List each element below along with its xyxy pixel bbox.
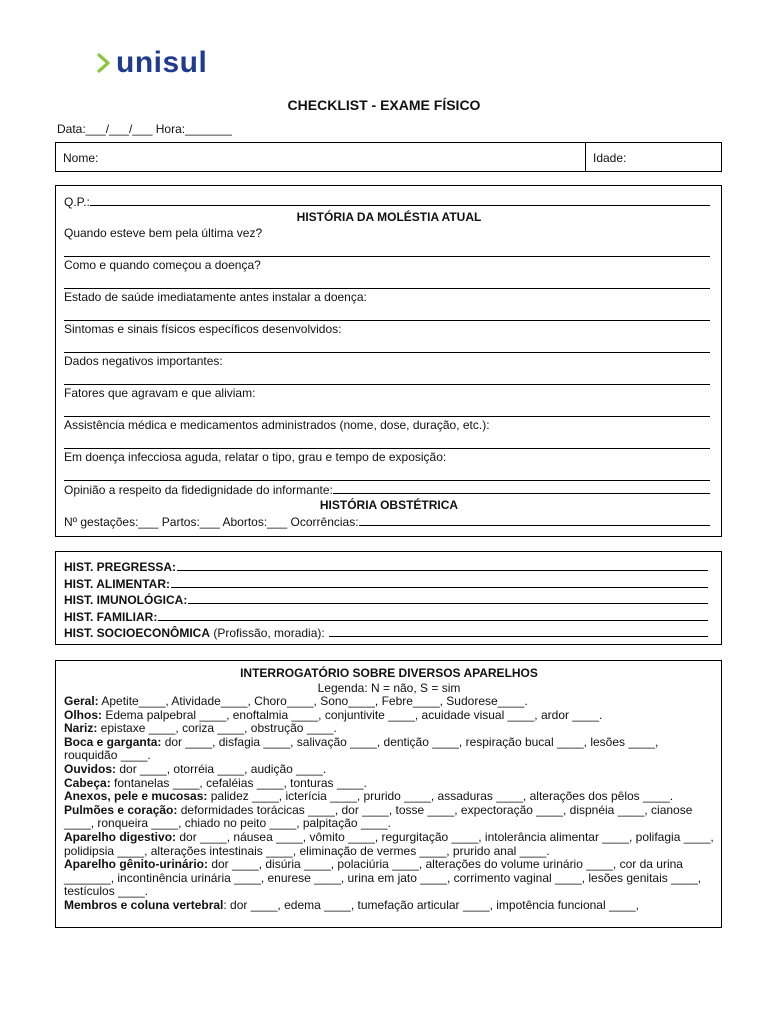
hma-title: HISTÓRIA DA MOLÉSTIA ATUAL — [296, 210, 482, 224]
system-row[interactable] — [64, 790, 714, 804]
hist-imunologica-line[interactable] — [64, 592, 714, 609]
answer-line[interactable] — [64, 369, 710, 385]
system-label: Nariz: — [64, 721, 98, 736]
question-label: Dados negativos importantes: — [64, 354, 223, 368]
name-field[interactable]: Nome: — [56, 143, 586, 171]
obstetric-label: Nº gestações:___ Partos:___ Abortos:___ Ocorrências: — [64, 515, 359, 529]
system-items: fontanelas ____, cefaléias ____, tonturas ____. — [110, 775, 367, 790]
question-label: Estado de saúde imediatamente antes instalar a doença: — [64, 290, 367, 304]
answer-line[interactable] — [188, 592, 708, 604]
hist-pregressa-label: HIST. PREGRESSA: — [64, 560, 177, 574]
opinion-label: Opinião a respeito da fidedignidade do informante: — [64, 483, 333, 497]
obstetric-line[interactable] — [64, 513, 714, 529]
hist-familiar-line[interactable] — [64, 609, 714, 626]
page-title: CHECKLIST - EXAME FÍSICO — [287, 97, 481, 113]
answer-line[interactable] — [64, 337, 710, 353]
answer-line[interactable] — [64, 401, 710, 417]
system-label: Aparelho digestivo: — [64, 829, 177, 844]
system-row[interactable] — [64, 899, 714, 913]
system-label: Cabeça: — [64, 775, 111, 790]
history-box — [55, 185, 722, 537]
answer-line[interactable] — [158, 609, 708, 621]
answer-line[interactable] — [329, 625, 708, 637]
question-label: Quando esteve bem pela última vez? — [64, 226, 263, 240]
answer-line[interactable] — [64, 273, 710, 289]
system-label: Membros e coluna vertebral — [64, 897, 224, 912]
system-items: dor ____, náusea ____, vômito ____, regurgitação ____, intolerância alimentar ____, polifagia ____, polidipsia ____, alterações intestinais ____, eliminação de vermes ____, prurido anal ____. — [64, 829, 714, 858]
hist-socio-line[interactable] — [64, 625, 714, 642]
date-time-line[interactable]: Data:___/___/___ Hora:_______ — [57, 122, 232, 136]
qp-blank[interactable] — [90, 193, 710, 206]
systems-review-box — [55, 660, 722, 928]
system-row[interactable] — [64, 777, 714, 791]
system-items: dor ____, disfagia ____, salivação ____, dentição ____, respiração bucal ____, lesões ____, rouquidão ____. — [64, 734, 659, 763]
answer-line[interactable] — [64, 465, 710, 481]
hist-familiar-label: HIST. FAMILIAR: — [64, 609, 158, 624]
question-label: Como e quando começou a doença? — [64, 258, 261, 272]
qp-label: Q.P.: — [64, 195, 90, 209]
unisul-logo — [96, 46, 207, 80]
system-row[interactable] — [64, 722, 714, 736]
system-label: Ouvidos: — [64, 761, 117, 776]
logo-chevron-icon — [96, 49, 112, 77]
system-label: Geral: — [64, 694, 99, 708]
answer-line[interactable] — [171, 576, 708, 588]
opinion-line[interactable] — [64, 481, 714, 497]
question-label: Fatores que agravam e que aliviam: — [64, 386, 256, 400]
system-items: : dor ____, edema ____, tumefação articular ____, impotência funcional ____, — [223, 897, 639, 912]
past-history-box — [55, 551, 722, 645]
question-label: Assistência médica e medicamentos administrados (nome, dose, duração, etc.): — [64, 418, 490, 432]
system-items: Edema palpebral ____, enoftalmia ____, conjuntivite ____, acuidade visual ____, ardor ____. — [102, 707, 603, 722]
system-label: Aparelho gênito-urinário: — [64, 857, 208, 872]
answer-line[interactable] — [64, 305, 710, 321]
identification-box — [55, 142, 722, 172]
answer-line[interactable] — [177, 559, 708, 571]
system-label: Boca e garganta: — [64, 734, 162, 749]
qp-line[interactable] — [64, 193, 714, 209]
answer-line[interactable] — [64, 433, 710, 449]
hist-pregressa-line[interactable] — [64, 559, 714, 576]
system-row[interactable] — [64, 858, 714, 899]
system-items: dor ____, disúria ____, polaciúria ____, alterações do volume urinário ____, cor da urina _______, incontinência urinária ____, enurese ____, urina em jato ____, corrimento vaginal ____, lesões genitais ____, testículos ____. — [64, 857, 702, 899]
hist-socio-label: HIST. SOCIOECONÔMICA — [64, 626, 211, 640]
system-row[interactable] — [64, 763, 714, 777]
system-items: deformidades torácicas ____, dor ____, tosse ____, expectoração ____, dispnéia ____, cianose ____, ronqueira ____, chiado no peito ____, palpitação ____. — [64, 802, 693, 831]
system-label: Anexos, pele e mucosas: — [64, 789, 208, 804]
systems-legend: Legenda: N = não, S = sim — [317, 681, 461, 695]
system-label: Olhos: — [64, 707, 102, 722]
systems-title: INTERROGATÓRIO SOBRE DIVERSOS APARELHOS — [240, 666, 538, 680]
hist-alimentar-label: HIST. ALIMENTAR: — [64, 576, 170, 591]
system-row[interactable] — [64, 695, 714, 709]
system-label: Pulmões e coração: — [64, 802, 178, 817]
answer-line[interactable] — [64, 241, 710, 257]
opinion-blank[interactable] — [333, 481, 710, 494]
logo-text: unisul — [116, 46, 208, 79]
obstetric-title: HISTÓRIA OBSTÉTRICA — [319, 498, 459, 512]
age-field[interactable]: Idade: — [593, 151, 627, 165]
obstetric-blank[interactable] — [359, 513, 710, 526]
system-row[interactable] — [64, 831, 714, 858]
question-label: Sintomas e sinais físicos específicos desenvolvidos: — [64, 322, 342, 336]
system-row[interactable] — [64, 709, 714, 723]
system-items: epistaxe ____, coriza ____, obstrução ____. — [97, 721, 337, 736]
system-items: palidez ____, icterícia ____, prurido ____, assaduras ____, alterações dos pêlos ____. — [207, 789, 674, 804]
hist-socio-detail: (Profissão, moradia): — [210, 626, 329, 640]
system-row[interactable] — [64, 736, 714, 763]
question-label: Em doença infecciosa aguda, relatar o tipo, grau e tempo de exposição: — [64, 450, 447, 464]
system-row[interactable] — [64, 804, 714, 831]
hist-alimentar-line[interactable] — [64, 576, 714, 593]
hist-imunologica-label: HIST. IMUNOLÓGICA: — [64, 593, 188, 607]
system-items: dor ____, otorréia ____, audição ____. — [116, 761, 327, 776]
system-items: Apetite____, Atividade____, Choro____, Sono____, Febre____, Sudorese____. — [98, 694, 528, 708]
